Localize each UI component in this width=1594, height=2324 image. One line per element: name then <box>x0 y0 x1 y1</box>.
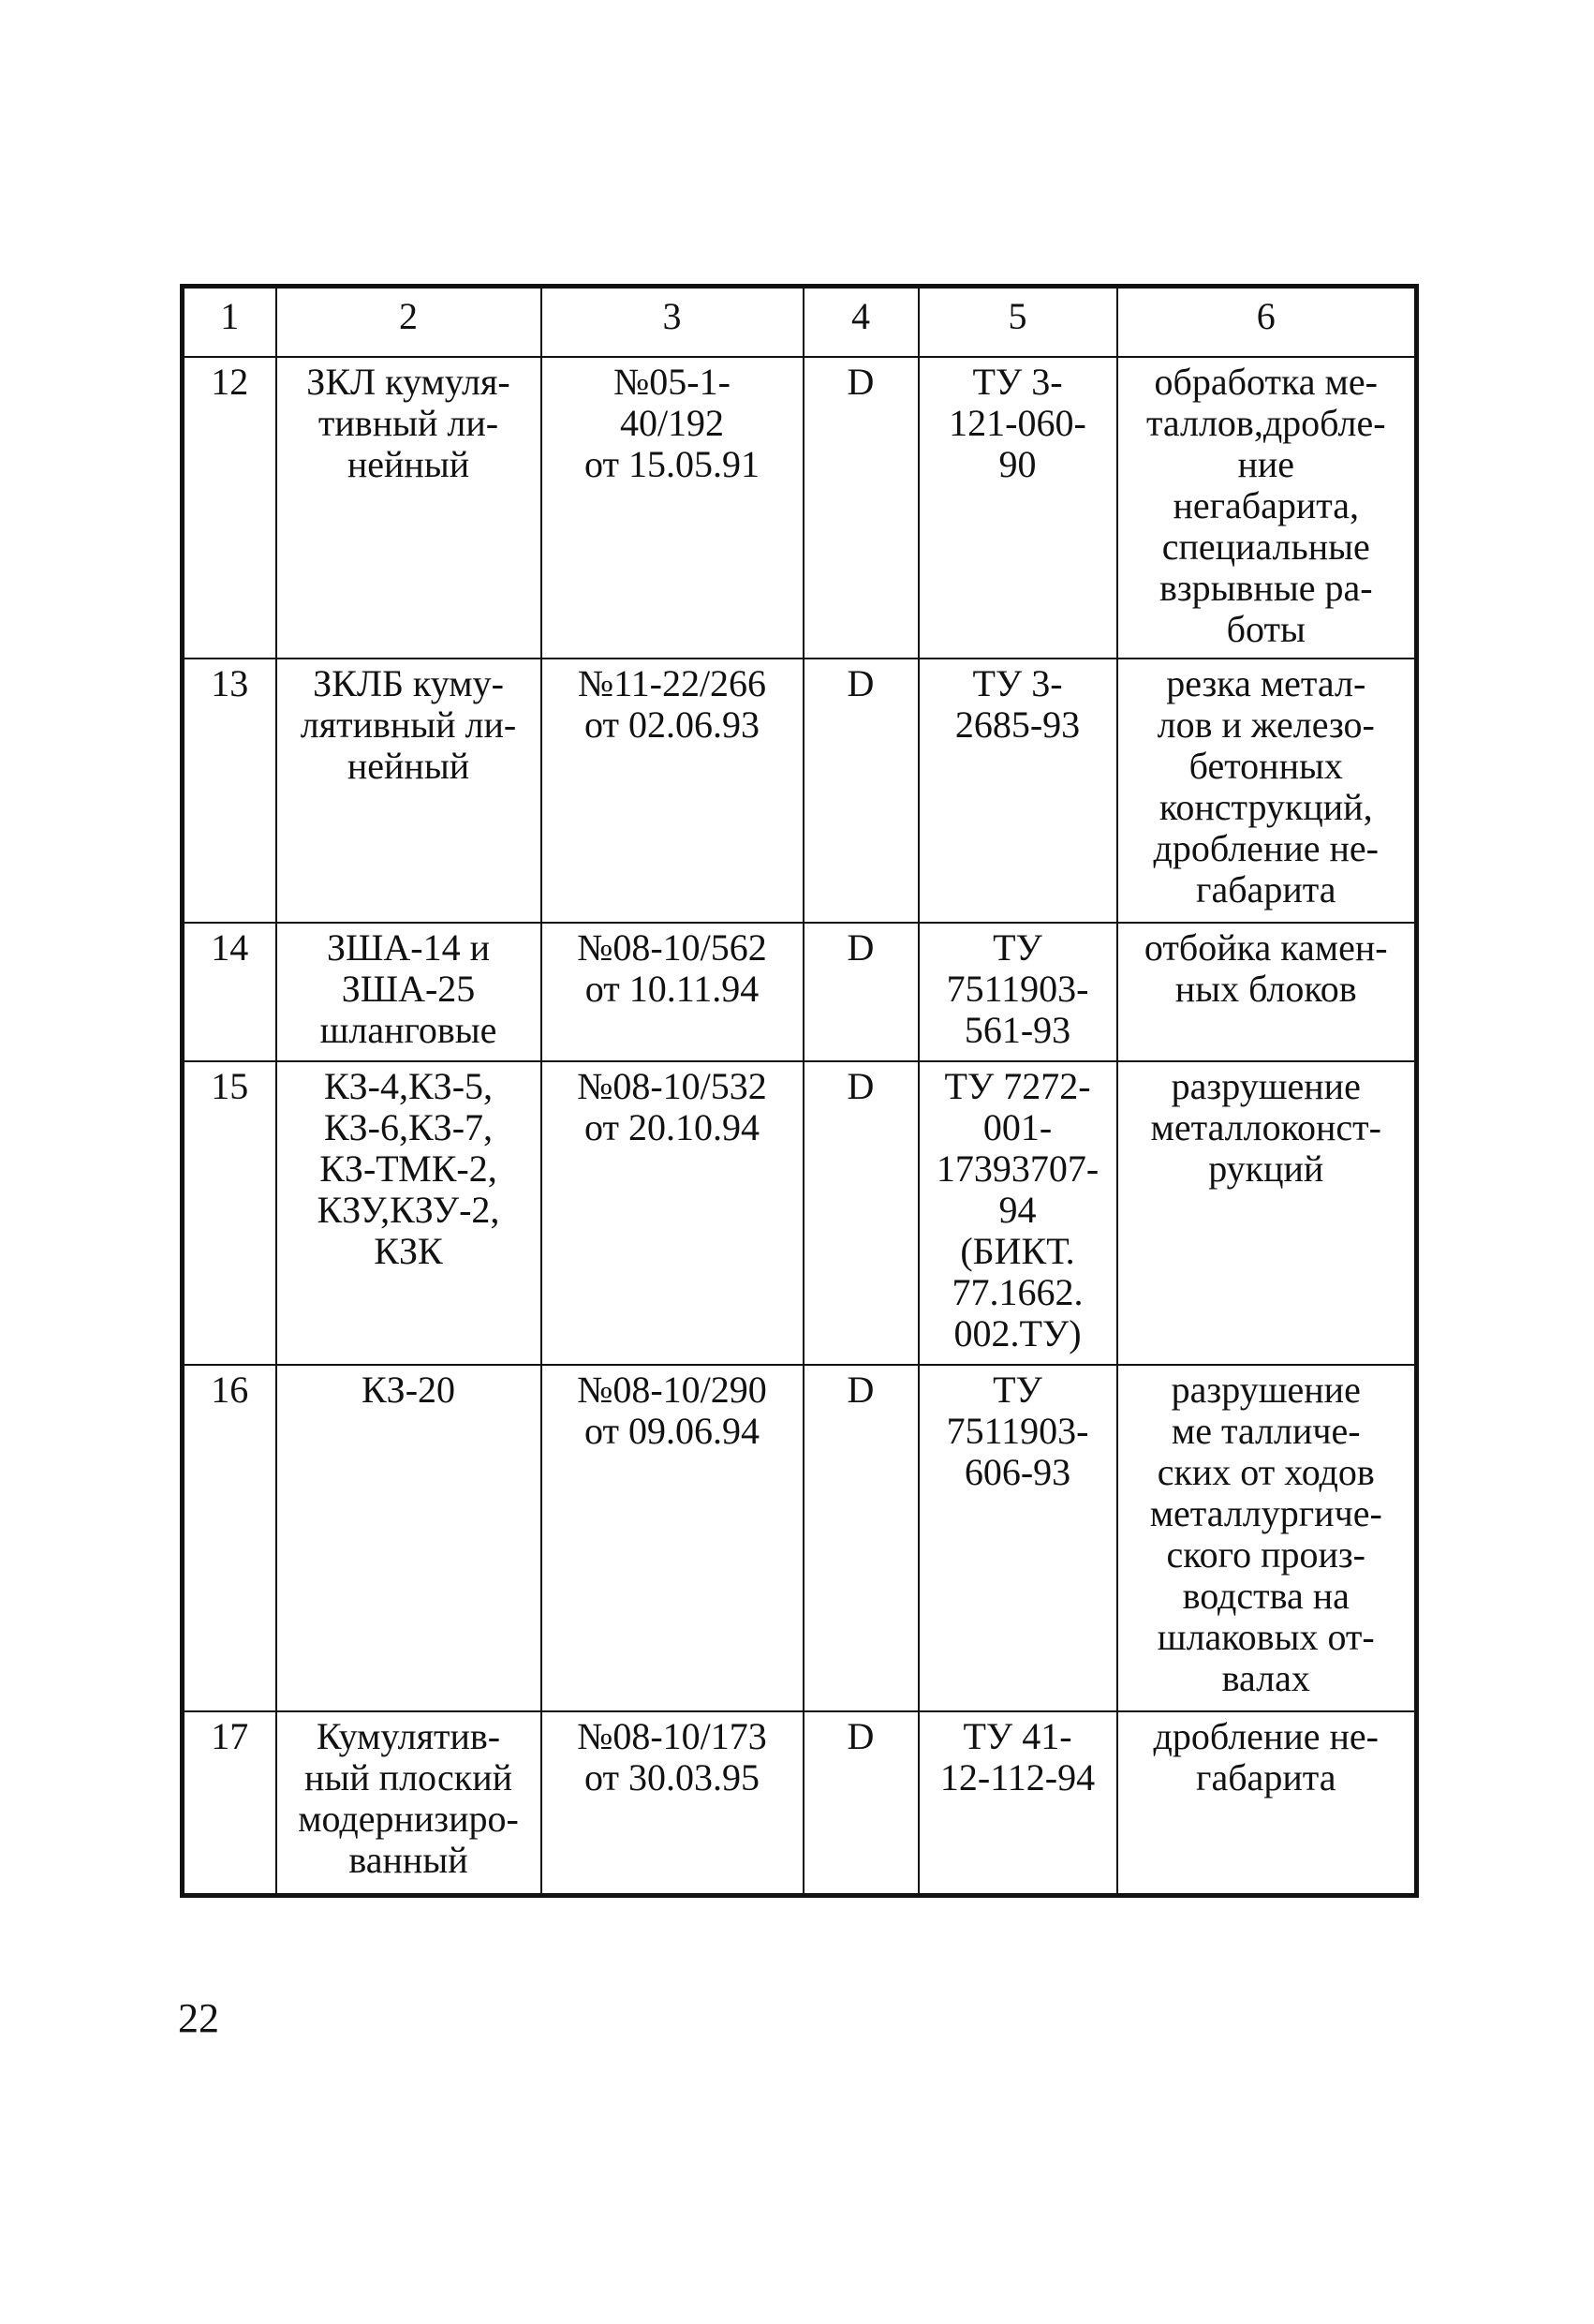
purpose-cell: разрушение металлоконст- рукций <box>1117 1061 1417 1365</box>
purpose-cell: разрушение ме талличе- ских от ходов металлургиче- ского произ- водства на шлаковых от- валах <box>1117 1365 1417 1711</box>
permit-cell: №05-1- 40/192 от 15.05.91 <box>541 357 804 659</box>
product-name-cell: КЗ-20 <box>276 1365 541 1711</box>
page-number: 22 <box>178 1995 219 2041</box>
header-cell-5: 5 <box>919 287 1117 358</box>
header-cell-4: 4 <box>804 287 919 358</box>
table-row <box>183 357 1417 659</box>
header-cell-2: 2 <box>276 287 541 358</box>
class-cell: D <box>804 1061 919 1365</box>
table-header-row <box>183 287 1417 358</box>
permit-cell: №11-22/266 от 02.06.93 <box>541 659 804 923</box>
header-cell-6: 6 <box>1117 287 1417 358</box>
header-cell-1: 1 <box>183 287 276 358</box>
table-row <box>183 1711 1417 1895</box>
purpose-cell: отбойка камен- ных блоков <box>1117 923 1417 1061</box>
explosives-table <box>180 284 1419 1898</box>
product-name-cell: ЗША-14 и ЗША-25 шланговые <box>276 923 541 1061</box>
purpose-cell: дробление не- габарита <box>1117 1711 1417 1895</box>
tu-cell: ТУ 41- 12-112-94 <box>919 1711 1117 1895</box>
product-name-cell: ЗКЛ кумуля- тивный ли- нейный <box>276 357 541 659</box>
permit-cell: №08-10/562 от 10.11.94 <box>541 923 804 1061</box>
header-cell-3: 3 <box>541 287 804 358</box>
purpose-cell: обработка ме- таллов,дробле- ние негабарита, специальные взрывные ра- боты <box>1117 357 1417 659</box>
permit-cell: №08-10/173 от 30.03.95 <box>541 1711 804 1895</box>
table-row <box>183 1061 1417 1365</box>
product-name-cell: Кумулятив- ный плоский модернизиро- ванный <box>276 1711 541 1895</box>
row-number-cell: 12 <box>183 357 276 659</box>
table-row <box>183 923 1417 1061</box>
class-cell: D <box>804 357 919 659</box>
permit-cell: №08-10/290 от 09.06.94 <box>541 1365 804 1711</box>
class-cell: D <box>804 923 919 1061</box>
tu-cell: ТУ 7511903- 561-93 <box>919 923 1117 1061</box>
table-row <box>183 1365 1417 1711</box>
row-number-cell: 14 <box>183 923 276 1061</box>
tu-cell: ТУ 7272- 001- 17393707- 94 (БИКТ. 77.1662. 002.ТУ) <box>919 1061 1117 1365</box>
row-number-cell: 16 <box>183 1365 276 1711</box>
product-name-cell: КЗ-4,КЗ-5, КЗ-6,КЗ-7, КЗ-ТМК-2, КЗУ,КЗУ-2, КЗК <box>276 1061 541 1365</box>
tu-cell: ТУ 3- 2685-93 <box>919 659 1117 923</box>
row-number-cell: 15 <box>183 1061 276 1365</box>
tu-cell: ТУ 7511903- 606-93 <box>919 1365 1117 1711</box>
table-row <box>183 659 1417 923</box>
class-cell: D <box>804 659 919 923</box>
row-number-cell: 13 <box>183 659 276 923</box>
product-name-cell: ЗКЛБ куму- лятивный ли- нейный <box>276 659 541 923</box>
purpose-cell: резка метал- лов и железо- бетонных конструкций, дробление не- габарита <box>1117 659 1417 923</box>
tu-cell: ТУ 3- 121-060- 90 <box>919 357 1117 659</box>
permit-cell: №08-10/532 от 20.10.94 <box>541 1061 804 1365</box>
row-number-cell: 17 <box>183 1711 276 1895</box>
class-cell: D <box>804 1711 919 1895</box>
class-cell: D <box>804 1365 919 1711</box>
